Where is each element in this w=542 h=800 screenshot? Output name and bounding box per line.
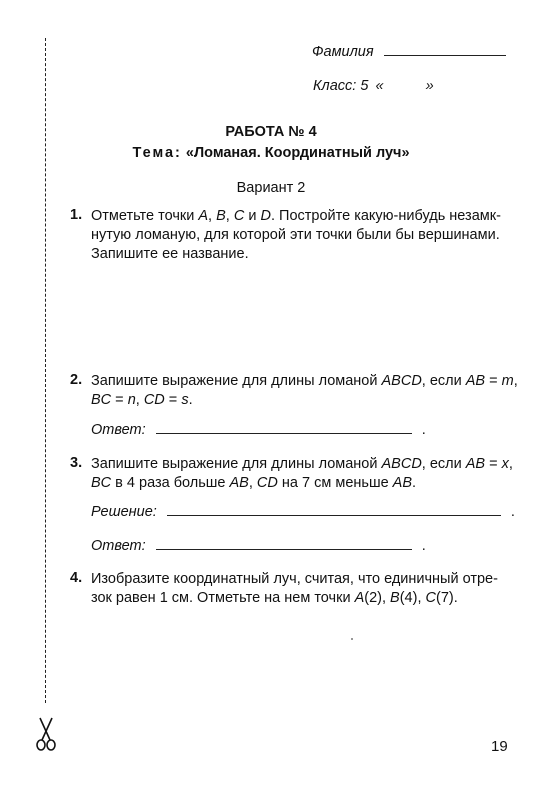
task-2-answer-row xyxy=(91,422,426,438)
task-1-number: 1. xyxy=(70,207,83,223)
class-open-quote: « xyxy=(375,78,384,94)
work-title: РАБОТА № 4 xyxy=(225,124,317,140)
task-4-line: зок равен 1 см. Отметьте на нем точки A(2), B(4), C(7). xyxy=(91,590,458,606)
task-3-solution-row xyxy=(91,504,515,520)
surname-blank[interactable] xyxy=(384,54,506,56)
task-3-line: Запишите выражение для длины ломаной ABCD, если AB = x, xyxy=(91,456,513,472)
task-1-line: Запишите ее название. xyxy=(91,246,249,262)
task-4-text xyxy=(91,570,498,608)
variant-label: Вариант 2 xyxy=(236,180,306,196)
task-2-line: Запишите выражение для длины ломаной ABCD, если AB = m, xyxy=(91,373,518,389)
topic-text: «Ломаная. Координатный луч» xyxy=(185,145,410,161)
task-3-answer-blank[interactable] xyxy=(156,548,412,550)
task-2-answer-dot: . xyxy=(421,422,426,438)
task-1-line: Отметьте точки A, B, C и D. Постройте какую-нибудь незамк- xyxy=(91,208,501,224)
task-3-solution-blank[interactable] xyxy=(167,514,501,516)
class-row xyxy=(313,78,434,94)
task-4-number: 4. xyxy=(70,570,83,586)
task-3-text xyxy=(91,455,513,493)
task-1-text xyxy=(91,207,501,264)
task-4-line: Изобразите координатный луч, считая, что единичный отре- xyxy=(91,571,498,587)
task-2-number: 2. xyxy=(70,372,83,388)
task-2-text xyxy=(91,372,518,410)
task-3-number: 3. xyxy=(70,455,83,471)
topic-label: Тема: xyxy=(132,145,182,161)
task-1-line: нутую ломаную, для которой эти точки были бы вершинами. xyxy=(91,227,500,243)
scissors-icon xyxy=(34,716,58,752)
task-3-answer-dot: . xyxy=(421,538,426,554)
task-2-line: BC = n, CD = s. xyxy=(91,392,193,408)
task-3-answer-row xyxy=(91,538,426,554)
task-2-answer-label: Ответ: xyxy=(91,422,146,438)
task-2-answer-blank[interactable] xyxy=(156,432,412,434)
work-topic xyxy=(0,145,542,161)
page-number: 19 xyxy=(491,738,508,755)
surname-row xyxy=(312,44,506,60)
task-3-solution-label: Решение: xyxy=(91,504,157,520)
surname-label: Фамилия xyxy=(312,44,374,60)
print-speck xyxy=(351,638,353,640)
class-close-quote: » xyxy=(425,78,434,94)
task-3-solution-dot: . xyxy=(510,504,515,520)
class-label: Класс: 5 xyxy=(313,78,369,94)
task-3-line: BC в 4 раза больше AB, CD на 7 см меньше AB. xyxy=(91,475,417,491)
task-3-answer-label: Ответ: xyxy=(91,538,146,554)
